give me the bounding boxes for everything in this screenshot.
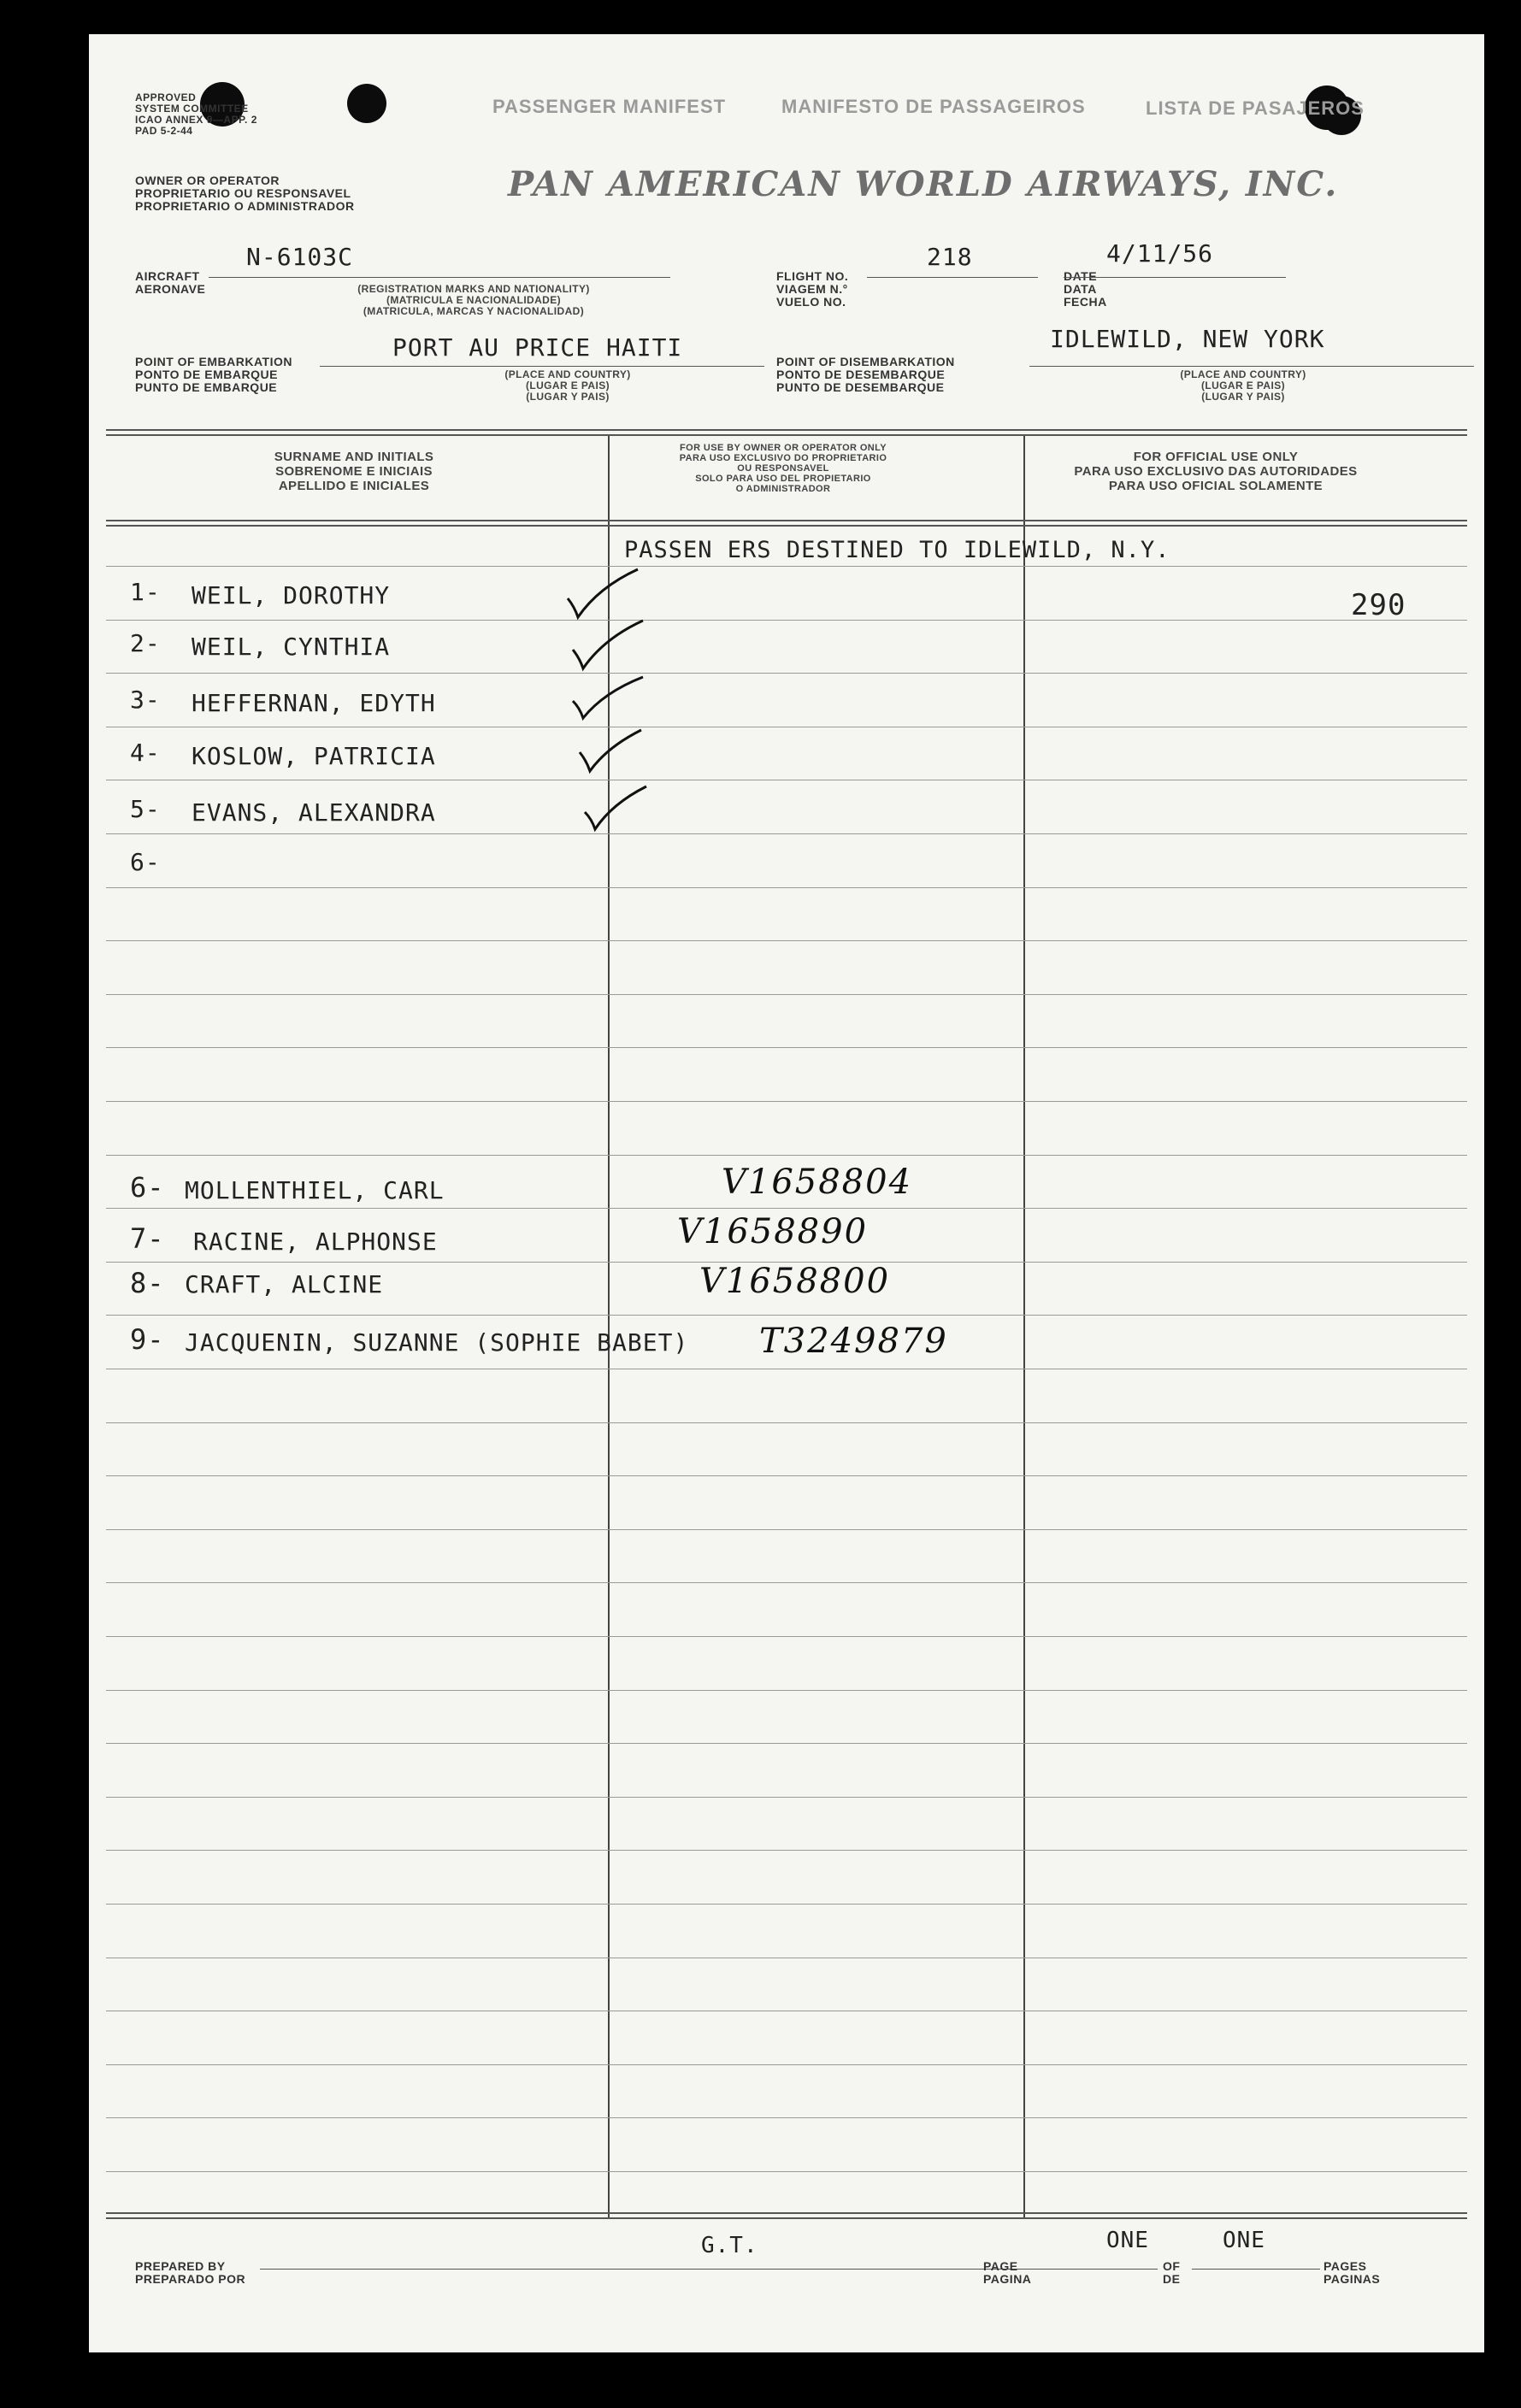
disembarkation-labels: POINT OF DISEMBARKATION PONTO DE DESEMBARQUE PUNTO DE DESEMBARQUE <box>776 355 955 394</box>
punch-hole <box>347 84 386 123</box>
header-rule <box>106 434 1467 436</box>
check-mark-icon <box>581 783 650 834</box>
form-rule-line <box>106 1315 1467 1316</box>
date-value: 4/11/56 <box>1106 239 1214 268</box>
aircraft-value: N-6103C <box>246 243 354 271</box>
passenger-name: JACQUENIN, SUZANNE (SOPHIE BABET) <box>185 1328 689 1357</box>
form-rule-line <box>106 1422 1467 1423</box>
passenger-name: WEIL, DOROTHY <box>192 581 391 609</box>
embarkation-value: PORT AU PRICE HAITI <box>392 333 683 362</box>
passenger-name: WEIL, CYNTHIA <box>192 633 391 661</box>
form-rule-line <box>106 673 1467 674</box>
aircraft-sublabels: (REGISTRATION MARKS AND NATIONALITY) (MATRICULA E NACIONALIDADE) (MATRICULA, MARCAS Y NACIONALIDAD) <box>357 283 590 317</box>
form-rule-line <box>106 940 1467 941</box>
page-labels: PAGE PAGINA <box>983 2259 1032 2286</box>
of-labels: OF DE <box>1163 2259 1181 2286</box>
form-rule-line <box>106 1636 1467 1637</box>
prepared-value: G.T. <box>701 2233 758 2258</box>
destination-note: PASSEN ERS DESTINED TO IDLEWILD, N.Y. <box>624 537 1170 563</box>
approval-block: APPROVED SYSTEM COMMITTEE ICAO ANNEX 9—APP. 2 PAD 5-2-44 <box>135 91 257 137</box>
form-rule-line <box>106 2064 1467 2065</box>
passenger-number: 2- <box>130 629 161 657</box>
aircraft-labels: AIRCRAFT AERONAVE <box>135 269 206 296</box>
form-rule-line <box>106 1690 1467 1691</box>
official-number: 290 <box>1351 588 1406 622</box>
passenger-name: CRAFT, ALCINE <box>185 1270 384 1298</box>
page-underline <box>1029 2269 1158 2270</box>
title-en: PASSENGER MANIFEST <box>492 96 727 117</box>
passenger-number: 9- <box>130 1323 165 1356</box>
header-bottom-rule <box>106 520 1467 521</box>
column-header-surname: SURNAME AND INITIALS SOBRENOME E INICIAIS APELLIDO E INICIALES <box>274 450 434 493</box>
prepared-underline <box>260 2269 1029 2270</box>
date-underline <box>1064 277 1286 278</box>
check-mark-icon <box>569 674 646 725</box>
form-rule-line <box>106 2171 1467 2172</box>
page-value: ONE <box>1106 2228 1149 2253</box>
form-rule-line <box>106 1582 1467 1583</box>
date-labels: DATE DATA FECHA <box>1064 269 1107 309</box>
form-rule-line <box>106 994 1467 995</box>
passport-number: V1658804 <box>722 1163 913 1202</box>
passenger-name: RACINE, ALPHONSE <box>193 1228 438 1256</box>
aircraft-underline <box>209 277 670 278</box>
prepared-labels: PREPARED BY PREPARADO POR <box>135 2259 246 2286</box>
passenger-name: KOSLOW, PATRICIA <box>192 742 436 770</box>
embarkation-underline <box>320 366 764 367</box>
passport-number: V1658800 <box>699 1262 891 1301</box>
disembarkation-sublabels: (PLACE AND COUNTRY) (LUGAR E PAIS) (LUGAR Y PAIS) <box>1180 368 1306 403</box>
form-rule-line <box>106 1475 1467 1476</box>
passenger-name: HEFFERNAN, EDYTH <box>192 689 436 717</box>
footer-rule <box>106 2212 1467 2214</box>
embarkation-labels: POINT OF EMBARKATION PONTO DE EMBARQUE PUNTO DE EMBARQUE <box>135 355 292 394</box>
header-bottom-rule <box>106 525 1467 527</box>
form-rule-line <box>106 2117 1467 2118</box>
flight-value: 218 <box>927 243 973 271</box>
form-rule-line <box>106 1101 1467 1102</box>
form-rule-line <box>106 1155 1467 1156</box>
passport-number: T3249879 <box>759 1322 948 1361</box>
passenger-number: 1- <box>130 578 161 606</box>
header-rule <box>106 429 1467 431</box>
form-rule-line <box>106 1850 1467 1851</box>
title-es: LISTA DE PASAJEROS <box>1146 97 1365 119</box>
form-rule-line <box>106 1797 1467 1798</box>
passenger-number: 5- <box>130 795 161 823</box>
column-header-official: FOR OFFICIAL USE ONLY PARA USO EXCLUSIVO DAS AUTORIDADES PARA USO OFICIAL SOLAMENTE <box>1074 450 1358 493</box>
check-mark-icon <box>576 727 645 778</box>
form-rule-line <box>106 1743 1467 1744</box>
footer-rule <box>106 2217 1467 2219</box>
column-divider <box>1023 436 1025 2217</box>
form-rule-line <box>106 1529 1467 1530</box>
total-pages-value: ONE <box>1223 2228 1265 2253</box>
form-rule-line <box>106 1904 1467 1905</box>
form-rule-line <box>106 887 1467 888</box>
form-rule-line <box>106 833 1467 834</box>
disembarkation-underline <box>1029 366 1474 367</box>
passenger-number: 8- <box>130 1267 165 1299</box>
flight-underline <box>867 277 1038 278</box>
pages-labels: PAGES PAGINAS <box>1324 2259 1381 2286</box>
airline-name: PAN AMERICAN WORLD AIRWAYS, INC. <box>508 164 1339 204</box>
passenger-number: 6- <box>130 1171 165 1204</box>
owner-labels: OWNER OR OPERATOR PROPRIETARIO OU RESPONSAVEL PROPRIETARIO O ADMINISTRADOR <box>135 174 355 213</box>
flight-labels: FLIGHT NO. VIAGEM N.° VUELO NO. <box>776 269 849 309</box>
passenger-name: MOLLENTHIEL, CARL <box>185 1176 445 1204</box>
passport-number: V1658890 <box>677 1212 869 1251</box>
total-underline <box>1192 2269 1320 2270</box>
check-mark-icon <box>569 617 646 677</box>
manifest-sheet <box>89 34 1484 2352</box>
passenger-number: 7- <box>130 1222 165 1255</box>
passenger-number: 4- <box>130 739 161 767</box>
form-rule-line <box>106 1208 1467 1209</box>
passenger-name: EVANS, ALEXANDRA <box>192 798 436 827</box>
form-rule-line <box>106 566 1467 567</box>
embarkation-sublabels: (PLACE AND COUNTRY) (LUGAR E PAIS) (LUGAR Y PAIS) <box>504 368 631 403</box>
passenger-number: 3- <box>130 686 161 714</box>
column-header-operator: FOR USE BY OWNER OR OPERATOR ONLY PARA USO EXCLUSIVO DO PROPRIETARIO OU RESPONSAVEL SOLO PARA USO DEL PROPIETARIO O ADMINISTRADOR <box>679 443 887 494</box>
form-rule-line <box>106 1047 1467 1048</box>
disembarkation-value: IDLEWILD, NEW YORK <box>1050 325 1325 353</box>
title-pt: MANIFESTO DE PASSAGEIROS <box>781 96 1086 117</box>
passenger-number: 6- <box>130 848 161 876</box>
form-rule-line <box>106 620 1467 621</box>
